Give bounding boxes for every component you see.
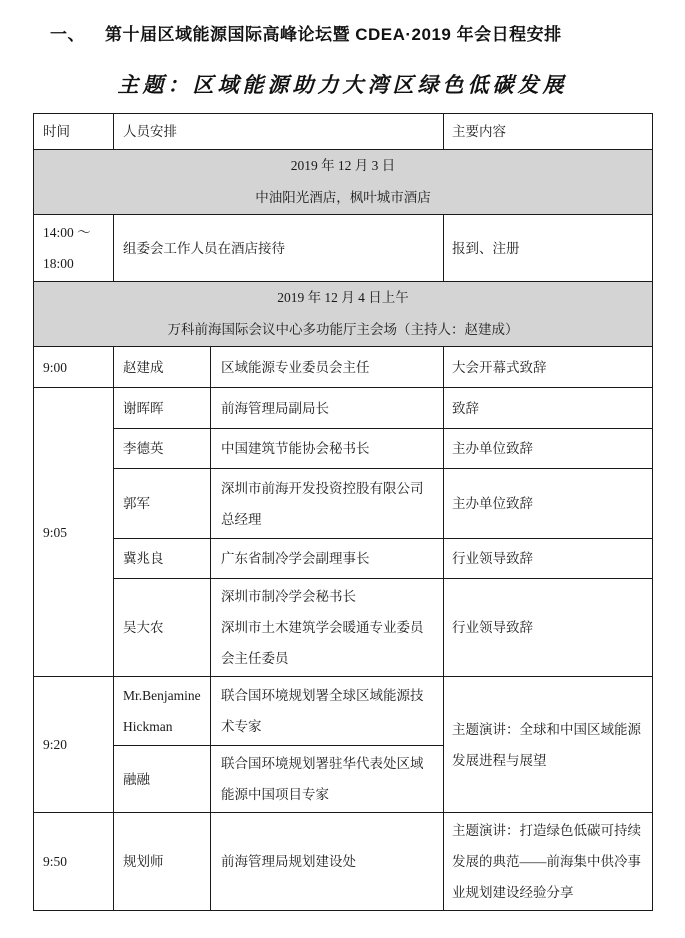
- day1-banner-row: [34, 150, 653, 215]
- day1-venue: 中油阳光酒店，枫叶城市酒店: [255, 190, 431, 206]
- day2-venue: 万科前海国际会议中心多功能厅主会场（主持人：赵建成）: [167, 322, 519, 338]
- speaker-name: 谢晖晖: [114, 388, 211, 429]
- schedule-row-0905-2: [34, 429, 653, 469]
- time-0920: 9:20: [34, 677, 114, 813]
- schedule-row-0905-5: [34, 579, 653, 677]
- time-0905: 9:05: [34, 388, 114, 677]
- speaker-title-line1: 深圳市制冷学会秘书长: [221, 589, 356, 605]
- speaker-title: 区域能源专业委员会主任: [211, 347, 444, 388]
- day2-date: 2019 年 12 月 4 日上午: [277, 290, 409, 306]
- registration-time-cell: [34, 215, 114, 282]
- speaker-name: 融融: [114, 746, 211, 813]
- day2-banner-row: [34, 282, 653, 347]
- speaker-title: 联合国环境规划署全球区域能源技术专家: [211, 677, 444, 746]
- session-content: 致辞: [444, 388, 653, 429]
- page-subtitle: 主题：区域能源助力大湾区绿色低碳发展: [117, 72, 568, 97]
- schedule-row-0905-3: [34, 469, 653, 539]
- day1-banner-cell: [34, 150, 653, 215]
- speaker-title: 前海管理局规划建设处: [211, 813, 444, 911]
- schedule-row-0905-4: [34, 539, 653, 579]
- time-0900: 9:00: [34, 347, 114, 388]
- schedule-row-0950: [34, 813, 653, 911]
- session-content: 主办单位致辞: [444, 429, 653, 469]
- speaker-title: 广东省制冷学会副理事长: [211, 539, 444, 579]
- session-content: 主题演讲：打造绿色低碳可持续发展的典范——前海集中供冷事业规划建设经验分享: [444, 813, 653, 911]
- schedule-row-0920-1: [34, 677, 653, 746]
- col-header-personnel: 人员安排: [114, 114, 444, 150]
- schedule-row-0905-1: [34, 388, 653, 429]
- table-header-row: [34, 114, 653, 150]
- speaker-title: 深圳市前海开发投资控股有限公司总经理: [211, 469, 444, 539]
- speaker-title: 前海管理局副局长: [211, 388, 444, 429]
- col-header-content: 主要内容: [444, 114, 653, 150]
- speaker-name: 规划师: [114, 813, 211, 911]
- speaker-name: Mr.Benjamine Hickman: [114, 677, 211, 746]
- speaker-name: 郭军: [114, 469, 211, 539]
- speaker-name: 吴大农: [114, 579, 211, 677]
- heading-index: 一、: [50, 25, 85, 44]
- registration-content: 报到、注册: [444, 215, 653, 282]
- registration-time-end: 18:00: [43, 256, 74, 272]
- session-content: 行业领导致辞: [444, 579, 653, 677]
- session-content: 主题演讲：全球和中国区域能源发展进程与展望: [444, 677, 653, 813]
- schedule-table: [33, 113, 653, 911]
- session-content: 大会开幕式致辞: [444, 347, 653, 388]
- speaker-name: 赵建成: [114, 347, 211, 388]
- registration-personnel: 组委会工作人员在酒店接待: [114, 215, 444, 282]
- session-content: 行业领导致辞: [444, 539, 653, 579]
- speaker-title: 联合国环境规划署驻华代表处区域能源中国项目专家: [211, 746, 444, 813]
- page-title: [50, 20, 685, 45]
- speaker-title-cell: [211, 579, 444, 677]
- day2-banner-cell: [34, 282, 653, 347]
- speaker-name: 冀兆良: [114, 539, 211, 579]
- col-header-time: 时间: [34, 114, 114, 150]
- day1-date: 2019 年 12 月 3 日: [290, 158, 396, 174]
- heading-text: 第十届区域能源国际高峰论坛暨 CDEA·2019 年会日程安排: [105, 25, 562, 44]
- registration-row: [34, 215, 653, 282]
- schedule-row-0900: [34, 347, 653, 388]
- speaker-title: 中国建筑节能协会秘书长: [211, 429, 444, 469]
- time-0950: 9:50: [34, 813, 114, 911]
- registration-time-start: 14:00 ～: [43, 225, 91, 241]
- speaker-name: 李德英: [114, 429, 211, 469]
- session-content: 主办单位致辞: [444, 469, 653, 539]
- document-page: [0, 20, 685, 938]
- speaker-title-line2: 深圳市土木建筑学会暖通专业委员会主任委员: [221, 620, 424, 667]
